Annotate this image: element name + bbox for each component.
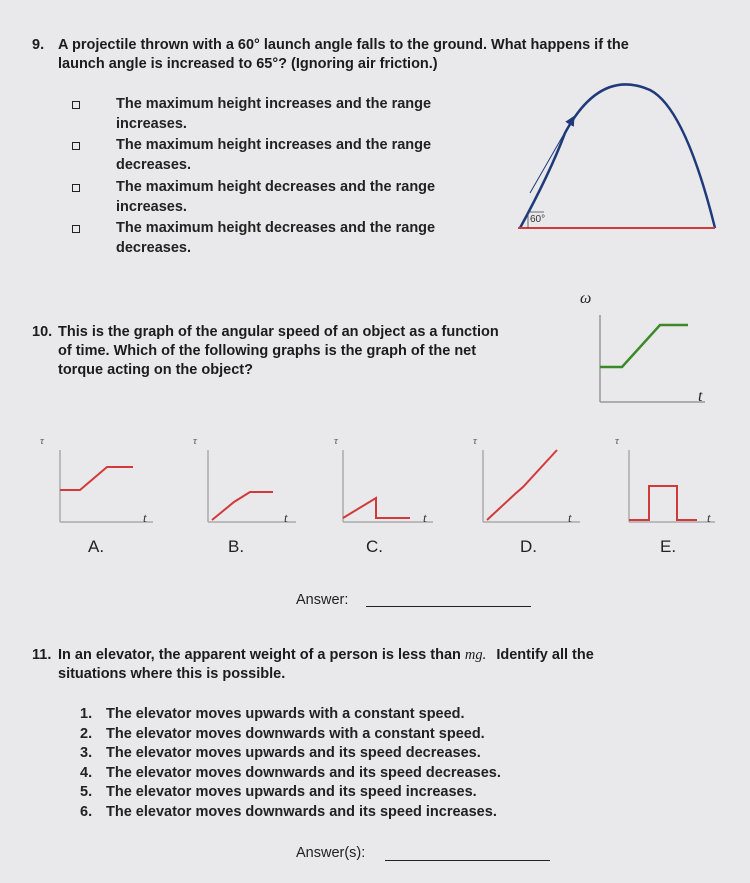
graph-c-label[interactable]: C. [366, 537, 383, 556]
q10-answer-field[interactable] [366, 606, 531, 607]
q10-text-line1: This is the graph of the angular speed of an object as a function [58, 324, 499, 340]
q11-list [80, 705, 501, 822]
graph-c-curve [343, 498, 410, 518]
q11-text-pre: In an elevator, the apparent weight of a person is less than [58, 647, 461, 663]
q11-text-line1 [58, 646, 594, 664]
graph-c-t-label: t [423, 510, 427, 525]
graph-d-tau-label: τ [473, 435, 477, 447]
graph-e-t-label: t [707, 510, 711, 525]
q9-text-line2: launch angle is increased to 65°? (Ignoring air friction.) [58, 56, 438, 72]
graph-b-curve [212, 492, 273, 520]
q10-number: 10. [32, 324, 53, 340]
list-item: 4. The elevator moves downwards and its speed decreases. [80, 764, 501, 781]
q9-option-2-checkbox[interactable] [72, 142, 80, 150]
graph-a-tau-label: τ [40, 435, 44, 447]
graph-a-t-label: t [143, 510, 147, 525]
q11-answer-label: Answer(s): [296, 845, 366, 861]
q11-text-post: Identify all the [496, 647, 594, 663]
q11-text-line2: situations where this is possible. [58, 666, 286, 682]
graph-a-label[interactable]: A. [88, 537, 105, 556]
graph-a [35, 432, 155, 532]
graph-b [178, 432, 298, 532]
angle-label: 60° [530, 214, 546, 225]
q10-text-line3: torque acting on the object? [58, 362, 253, 378]
q11-answer-field[interactable] [385, 860, 550, 861]
graph-e-tau-label: τ [615, 435, 619, 447]
q9-option-1-checkbox[interactable] [72, 101, 80, 109]
graph-e-label[interactable]: E. [660, 537, 677, 556]
q9-option-2-line2: decreases. [116, 157, 191, 173]
list-item: 6. The elevator moves downwards and its speed increases. [80, 803, 497, 820]
graph-c [318, 432, 438, 532]
q11-number: 11. [32, 647, 52, 663]
omega-label: ω [580, 290, 592, 307]
launch-arrow [530, 120, 572, 193]
q9-option-1-line2: increases. [116, 116, 187, 132]
graph-d-label[interactable]: D. [520, 537, 537, 556]
graph-e-curve [629, 486, 697, 520]
graph-b-t-label: t [284, 510, 288, 525]
graph-b-tau-label: τ [193, 435, 197, 447]
q10-answer-label: Answer: [296, 592, 349, 608]
graph-e [607, 432, 722, 532]
q11-mg: mg. [464, 647, 487, 663]
q9-option-4-line2: decreases. [116, 240, 191, 256]
list-item: 3. The elevator moves upwards and its speed decreases. [80, 745, 481, 761]
angular-speed-graph [580, 285, 720, 410]
q9-option-1-line1: The maximum height increases and the range [116, 96, 432, 112]
list-item: 2. The elevator moves downwards with a constant speed. [80, 725, 485, 742]
omega-t-label: t [698, 388, 703, 405]
graph-c-tau-label: τ [334, 435, 338, 447]
q9-number: 9. [32, 37, 45, 53]
q9-option-3-checkbox[interactable] [72, 184, 80, 192]
list-item: 1. The elevator moves upwards with a constant speed. [80, 706, 465, 722]
omega-curve [600, 325, 688, 367]
graph-a-curve [60, 467, 133, 490]
q9-option-2-line1: The maximum height increases and the range [116, 137, 432, 153]
list-item: 5. The elevator moves upwards and its speed increases. [80, 784, 477, 800]
q9-text-line1: A projectile thrown with a 60° launch angle falls to the ground. What happens if the [58, 37, 629, 53]
q9-option-3-line2: increases. [116, 199, 187, 215]
projectile-diagram [510, 78, 730, 238]
graph-d-t-label: t [568, 510, 572, 525]
graph-d [465, 432, 585, 532]
q9-option-4-checkbox[interactable] [72, 225, 80, 233]
trajectory-arc [520, 84, 715, 228]
graph-d-curve [487, 450, 557, 520]
q9-option-4-line1: The maximum height decreases and the range [116, 220, 436, 236]
q10-text-line2: of time. Which of the following graphs is the graph of the net [58, 343, 477, 359]
graph-b-label[interactable]: B. [228, 537, 245, 556]
q9-option-3-line1: The maximum height decreases and the range [116, 179, 436, 195]
